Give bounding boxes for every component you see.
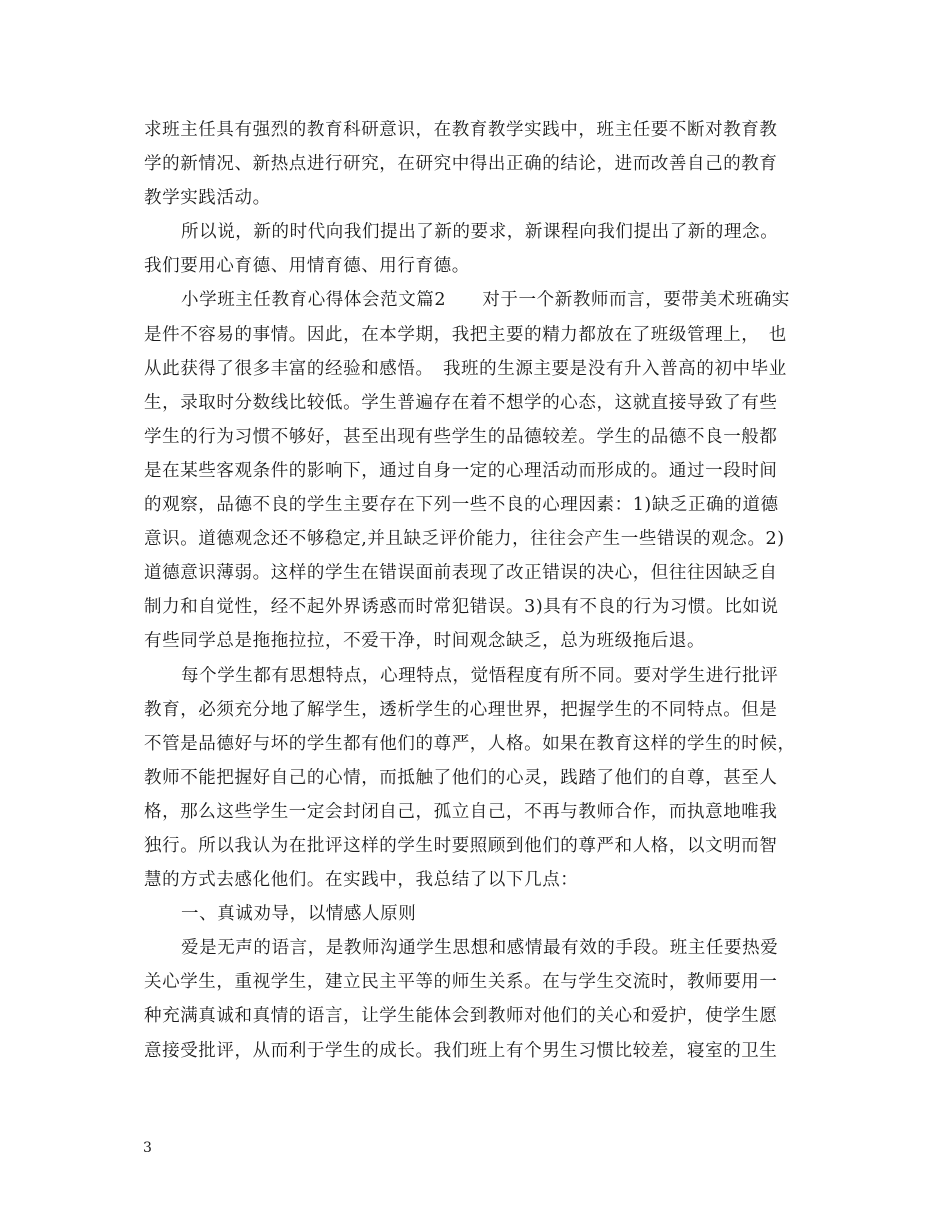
paragraph-start-line: 小学班主任教育心得体会范文篇2 对于一个新教师而言，要带美术班确实 <box>181 290 791 311</box>
text-line: 的观察，品德不良的学生主要存在下列一些不良的心理因素：1)缺乏正确的道德 <box>144 495 779 516</box>
section-heading: 一、真诚劝导，以情感人原则 <box>181 904 417 925</box>
body-text <box>144 113 810 1068</box>
text-line: 不管是品德好与坏的学生都有他们的尊严，人格。如果在教育这样的学生的时候， <box>144 733 796 754</box>
paragraph-start-line: 所以说，新的时代向我们提出了新的要求，新课程向我们提出了新的理念。 <box>181 222 779 243</box>
text-line: 我们要用心育德、用情育德、用行育德。 <box>144 256 470 277</box>
text-line: 道德意识薄弱。这样的学生在错误面前表现了改正错误的决心，但往往因缺乏自 <box>144 563 778 584</box>
text-line: 求班主任具有强烈的教育科研意识，在教育教学实践中，班主任要不断对教育教 <box>144 120 778 140</box>
text-line: 是件不容易的事情。因此，在本学期，我把主要的精力都放在了班级管理上， 也 <box>144 324 787 345</box>
text-line: 制力和自觉性，经不起外界诱惑而时常犯错误。3)具有不良的行为习惯。比如说 <box>144 597 779 618</box>
text-line: 学生的行为习惯不够好，甚至出现有些学生的品德较差。学生的品德不良一般都 <box>144 426 778 447</box>
text-line: 教学实践活动。 <box>144 188 271 209</box>
paragraph-start-line: 爱是无声的语言，是教师沟通学生思想和感情最有效的手段。班主任要热爱 <box>181 938 779 959</box>
text-line: 从此获得了很多丰富的经验和感悟。 我班的生源主要是没有升入普高的初中毕业 <box>144 358 787 379</box>
text-line: 格，那么这些学生一定会封闭自己，孤立自己，不再与教师合作，而执意地唯我 <box>144 801 778 822</box>
text-line: 种充满真诚和真情的语言，让学生能体会到教师对他们的关心和爱护，使学生愿 <box>144 1006 778 1027</box>
text-line: 学的新情况、新热点进行研究，在研究中得出正确的结论，进而改善自己的教育 <box>144 154 778 175</box>
text-line: 是在某些客观条件的影响下，通过自身一定的心理活动而形成的。通过一段时间 <box>144 460 778 481</box>
text-line: 关心学生，重视学生，建立民主平等的师生关系。在与学生交流时，教师要用一 <box>144 972 778 993</box>
text-line: 独行。所以我认为在批评这样的学生时要照顾到他们的尊严和人格，以文明而智 <box>144 835 778 856</box>
paragraph-start-line: 每个学生都有思想特点，心理特点，觉悟程度有所不同。要对学生进行批评 <box>181 665 779 686</box>
page-number: 3 <box>143 1140 152 1156</box>
text-line: 意识。道德观念还不够稳定,并且缺乏评价能力，往往会产生一些错误的观念。2) <box>144 529 785 550</box>
text-line: 慧的方式去感化他们。在实践中，我总结了以下几点： <box>144 870 579 891</box>
text-line: 意接受批评，从而利于学生的成长。我们班上有个男生习惯比较差，寝室的卫生 <box>144 1040 778 1061</box>
text-line: 有些同学总是拖拖拉拉，不爱干净，时间观念缺乏，总为班级拖后退。 <box>144 631 706 652</box>
text-line: 教育，必须充分地了解学生，透析学生的心理世界，把握学生的不同特点。但是 <box>144 699 778 720</box>
text-line: 生，录取时分数线比较低。学生普遍存在着不想学的心态，这就直接导致了有些 <box>144 392 778 413</box>
text-line: 教师不能把握好自己的心情，而抵触了他们的心灵，践踏了他们的自尊，甚至人 <box>144 767 778 788</box>
